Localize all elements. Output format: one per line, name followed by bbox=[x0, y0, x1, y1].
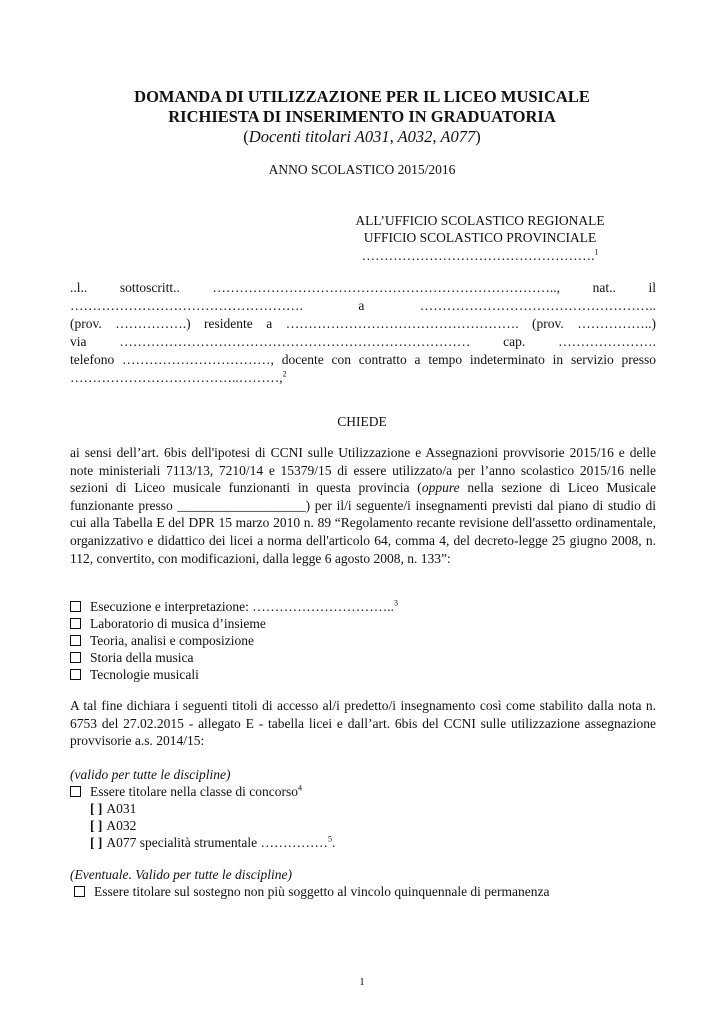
document-subtitle: (Docenti titolari A031, A032, A077) bbox=[243, 127, 481, 146]
discipline-item: Laboratorio di musica d’insieme bbox=[70, 615, 266, 632]
form-line-2: ……………………………………………. a …………………………………………….. bbox=[70, 298, 656, 313]
checkbox-icon[interactable] bbox=[70, 786, 81, 797]
page-number: 1 bbox=[359, 976, 365, 988]
form-line-6: ………………………………..………,$^2$ bbox=[70, 369, 287, 385]
discipline-item: Teoria, analisi e composizione bbox=[70, 632, 254, 649]
discipline-item: Esecuzione e interpretazione: …………………………..$^3$ bbox=[70, 598, 398, 615]
checkbox-icon[interactable] bbox=[70, 601, 81, 612]
document-title-line1: DOMANDA DI UTILIZZAZIONE PER IL LICEO MUSICALE bbox=[134, 87, 590, 106]
form-line-3: (prov. …………….) residente a ……………………………………………. (prov. ……………..) bbox=[70, 316, 656, 331]
bracket-checkbox: [ ] bbox=[90, 835, 103, 850]
address-line3: …………………………………………….$^1$ bbox=[361, 247, 599, 263]
class-option-a032[interactable]: [ ] A032 bbox=[90, 818, 137, 833]
chiede-heading: CHIEDE bbox=[337, 414, 387, 429]
sostegno-item: Essere titolare sul sostegno non più soggetto al vincolo quinquennale di permanenza bbox=[74, 883, 550, 900]
checkbox-icon[interactable] bbox=[70, 669, 81, 680]
discipline-item: Storia della musica bbox=[70, 649, 193, 666]
class-option-a077[interactable]: [ ] A077 specialità strumentale ……………$^5$. bbox=[90, 834, 336, 850]
bracket-checkbox: [ ] bbox=[90, 818, 103, 833]
form-line-5: telefono ……………………………, docente con contratto a tempo indeterminato in servizio presso bbox=[70, 352, 656, 367]
address-line2: UFFICIO SCOLASTICO PROVINCIALE bbox=[363, 230, 597, 245]
request-paragraph: ai sensi dell’art. 6bis dell'ipotesi di CCNI sulle Utilizzazione e Assegnazioni provvisorie 2015/16 e delle note ministeriali 7113/13, 7210/14 e 15379/15 di essere utilizzato/a per l’anno scolastico 2015/16 nelle sezioni di Liceo musicale funzionanti in questa provincia (oppure nella sezione di Liceo Musicale funzionante presso ___________________) per il/i seguente/i insegnamenti previsti dal piano di studio di cui alla Tabella E del DPR 15 marzo 2010 n. 89 “Regolamento recante revisione dell'assetto ordinamentale, organizzativo e didattico dei licei a norma dell'articolo 64, comma 4, del decreto-legge 25 giugno 2008, n. 112, convertito, con modificazioni, dalla legge 6 agosto 2008, n. 133”: bbox=[70, 445, 656, 566]
checkbox-icon[interactable] bbox=[74, 886, 85, 897]
discipline-item: Tecnologie musicali bbox=[70, 666, 199, 683]
checkbox-icon[interactable] bbox=[70, 635, 81, 646]
address-line1: ALL’UFFICIO SCOLASTICO REGIONALE bbox=[355, 213, 605, 228]
class-option-a031[interactable]: [ ] A031 bbox=[90, 801, 137, 816]
footnote-ref: 1 bbox=[594, 247, 599, 257]
valid-note: (valido per tutte le discipline) bbox=[70, 767, 231, 782]
titolare-item: Essere titolare nella classe di concorso$^4$ bbox=[70, 783, 302, 800]
school-year: ANNO SCOLASTICO 2015/2016 bbox=[268, 162, 456, 177]
form-line-4: via …………………………………………………………………… cap. …………………. bbox=[70, 334, 656, 349]
footnote-ref: 2 bbox=[282, 369, 287, 379]
titles-paragraph: A tal fine dichiara i seguenti titoli di accesso al/i predetto/i insegnamento così come stabilito dalla nota n. 6753 del 27.02.2015 - allegato E - tabella licei e dall’art. 6bis del CCNI sulle utilizzazione assegnazione provvisorie a.s. 2014/15: bbox=[70, 698, 656, 749]
document-title-line2: RICHIESTA DI INSERIMENTO IN GRADUATORIA bbox=[168, 107, 556, 126]
checkbox-icon[interactable] bbox=[70, 618, 81, 629]
form-line-1: ..l.. sottoscritt.. ………………………………………………………………….., nat.. il bbox=[70, 280, 656, 295]
bracket-checkbox: [ ] bbox=[90, 801, 103, 816]
eventual-note: (Eventuale. Valido per tutte le discipline) bbox=[70, 867, 292, 882]
checkbox-icon[interactable] bbox=[70, 652, 81, 663]
